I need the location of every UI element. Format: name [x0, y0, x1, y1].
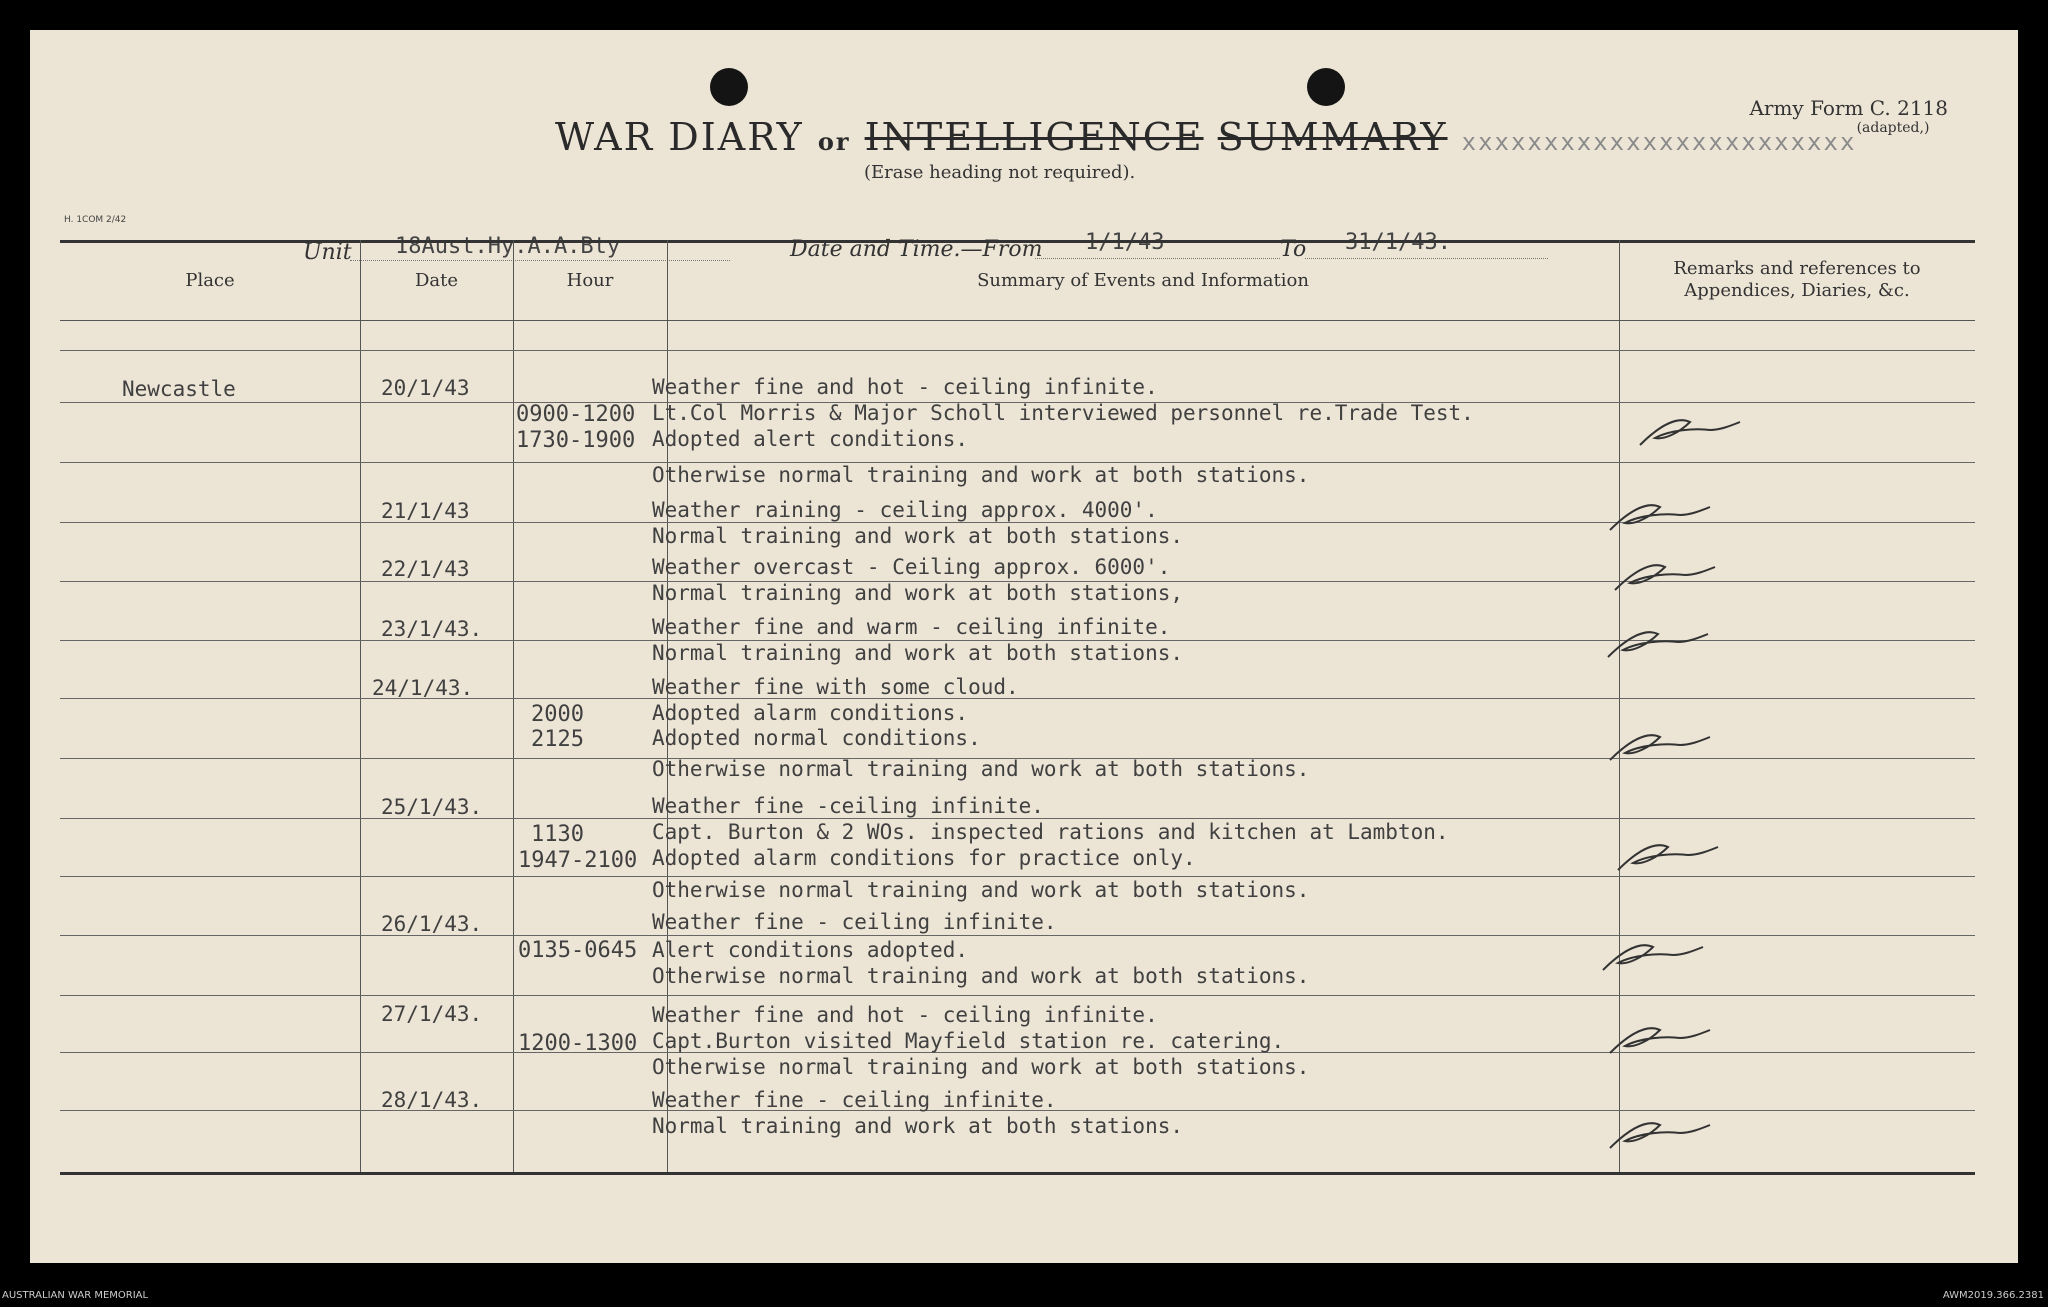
army-form-label: [1748, 96, 1948, 136]
to-label: To: [1280, 237, 1307, 262]
date-entry: 28/1/43.: [381, 1088, 483, 1112]
event-line: Normal training and work at both stations,: [652, 581, 1184, 605]
title-or: or: [817, 127, 851, 156]
column-header-summary: Summary of Events and Information: [977, 269, 1309, 291]
event-line: Weather fine - ceiling infinite.: [652, 910, 1057, 934]
signature-initials: [1603, 622, 1713, 662]
event-line: Adopted alert conditions.: [652, 427, 969, 451]
event-line: Normal training and work at both stations.: [652, 641, 1184, 665]
event-line: Weather fine and warm - ceiling infinite.: [652, 615, 1171, 639]
signature-initials: [1613, 835, 1723, 875]
punch-hole-left: [710, 68, 748, 106]
column-header-date: Date: [414, 269, 459, 291]
event-line: Weather fine and hot - ceiling infinite.: [652, 375, 1158, 399]
signature-initials: [1605, 1018, 1715, 1058]
title-summary: SUMMARY: [1217, 115, 1448, 159]
date-entry: 24/1/43.: [372, 676, 474, 700]
event-line: Otherwise normal training and work at both stations.: [652, 757, 1310, 781]
event-line: Adopted alarm conditions.: [652, 701, 969, 725]
event-line: Weather fine and hot - ceiling infinite.: [652, 1003, 1158, 1027]
event-line: Otherwise normal training and work at both stations.: [652, 964, 1310, 988]
event-line: Weather fine -ceiling infinite.: [652, 794, 1044, 818]
hour-entry: 0900-1200: [516, 402, 636, 427]
from-value: 1/1/43: [1085, 230, 1165, 255]
hour-entry: 1947-2100: [518, 848, 638, 873]
footer-credit: AUSTRALIAN WAR MEMORIAL: [2, 1290, 149, 1301]
column-header-remarks: Remarks and references to Appendices, Diaries, &c.: [1673, 258, 1921, 301]
column-header-hour: Hour: [566, 269, 614, 291]
event-line: Otherwise normal training and work at both stations.: [652, 463, 1310, 487]
punch-hole-right: [1307, 68, 1345, 106]
signature-initials: [1610, 555, 1720, 595]
form-code: H. 1COM 2/42: [64, 215, 127, 225]
title-war-diary: WAR DIARY: [555, 115, 804, 159]
hour-entry: 2125: [531, 727, 584, 752]
page-title: [555, 115, 1856, 159]
hour-entry: 0135-0645: [518, 938, 638, 963]
date-entry: 25/1/43.: [381, 795, 483, 819]
event-line: Capt. Burton & 2 WOs. inspected rations and kitchen at Lambton.: [652, 820, 1449, 844]
event-line: Normal training and work at both stations.: [652, 524, 1184, 548]
date-time-label: Date and Time.—From: [790, 237, 1043, 262]
date-entry: 22/1/43: [381, 557, 470, 581]
title-intelligence: INTELLIGENCE: [864, 115, 1204, 159]
date-entry: 20/1/43: [381, 376, 470, 400]
event-line: Lt.Col Morris & Major Scholl interviewed personnel re.Trade Test.: [652, 401, 1474, 425]
event-line: Alert conditions adopted.: [652, 938, 969, 962]
event-line: Adopted alarm conditions for practice only.: [652, 846, 1196, 870]
place-value: Newcastle: [122, 377, 236, 401]
erase-note: (Erase heading not required).: [864, 162, 1136, 183]
footer-accession: AWM2019.366.2381: [1942, 1290, 2044, 1301]
date-entry: 23/1/43.: [381, 617, 483, 641]
hour-entry: 2000: [531, 702, 584, 727]
event-line: Weather fine with some cloud.: [652, 675, 1019, 699]
date-entry: 26/1/43.: [381, 912, 483, 936]
signature-initials: [1605, 495, 1715, 535]
event-line: Weather raining - ceiling approx. 4000'.: [652, 498, 1158, 522]
row-rule: [60, 995, 1975, 996]
table-header-rule: [60, 320, 1975, 321]
row-rule: [60, 876, 1975, 877]
col-divider-place: [360, 240, 361, 1172]
row-rule: [60, 818, 1975, 819]
unit-value: 18Aust.Hy.A.A.Bty: [395, 234, 621, 259]
unit-label: Unit: [303, 240, 352, 265]
date-entry: 27/1/43.: [381, 1002, 483, 1026]
event-line: Normal training and work at both stations.: [652, 1114, 1184, 1138]
hour-entry: 1730-1900: [516, 428, 636, 453]
column-header-place: Place: [185, 269, 235, 291]
event-line: Capt.Burton visited Mayfield station re. catering.: [652, 1029, 1285, 1053]
event-line: Otherwise normal training and work at both stations.: [652, 1055, 1310, 1079]
row-rule: [60, 350, 1975, 351]
date-entry: 21/1/43: [381, 499, 470, 523]
event-line: Weather fine - ceiling infinite.: [652, 1088, 1057, 1112]
army-form-adapted: (adapted,): [1856, 120, 1930, 136]
signature-initials: [1605, 725, 1715, 765]
event-line: Adopted normal conditions.: [652, 726, 981, 750]
event-line: Otherwise normal training and work at both stations.: [652, 878, 1310, 902]
event-line: Weather overcast - Ceiling approx. 6000'.: [652, 555, 1171, 579]
table-bottom-rule: [60, 1172, 1975, 1175]
hour-entry: 1130: [531, 822, 584, 847]
title-x-overtype: xxxxxxxxxxxxxxxxxxxxxxxx: [1461, 128, 1857, 156]
signature-initials: [1605, 1113, 1715, 1153]
to-value: 31/1/43.: [1345, 230, 1451, 255]
signature-initials: [1598, 935, 1708, 975]
signature-initials: [1635, 410, 1745, 450]
hour-entry: 1200-1300: [518, 1031, 638, 1056]
army-form-number: Army Form C. 2118: [1749, 96, 1948, 120]
col-divider-date: [513, 240, 514, 1172]
